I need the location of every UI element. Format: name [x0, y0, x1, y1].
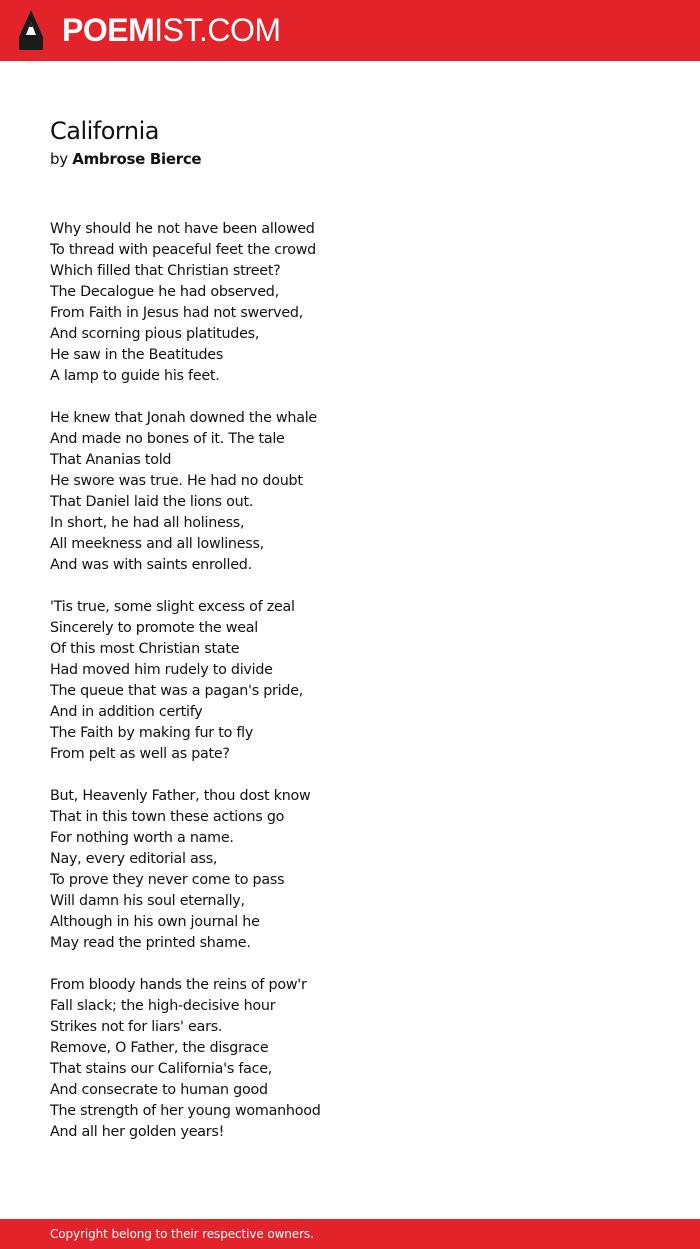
- poem-line: From bloody hands the reins of pow'r: [50, 977, 307, 993]
- poem-line: The strength of her young womanhood: [50, 1103, 321, 1119]
- poem-line: Nay, every editorial ass,: [50, 851, 218, 867]
- poem-line: Fall slack; the high-decisive hour: [50, 998, 276, 1014]
- poem-line: Remove, O Father, the disgrace: [50, 1040, 269, 1056]
- author-name: Ambrose Bierce: [72, 150, 202, 168]
- poem-line: And made no bones of it. The tale: [50, 431, 285, 447]
- logo-bold-text: POEM: [62, 12, 155, 48]
- poem-line: For nothing worth a name.: [50, 830, 234, 846]
- poem-line: Of this most Christian state: [50, 641, 240, 657]
- byline-prefix: by: [50, 150, 68, 168]
- poem-body: [50, 219, 550, 1164]
- poem-line: In short, he had all holiness,: [50, 515, 245, 531]
- poem-line: And in addition certify: [50, 704, 203, 720]
- site-logo[interactable]: [62, 10, 281, 50]
- poem-line: The Faith by making fur to fly: [50, 725, 254, 741]
- poem-line: To prove they never come to pass: [50, 872, 285, 888]
- poem-line: All meekness and all lowliness,: [50, 536, 264, 552]
- poem-line: Why should he not have been allowed: [50, 221, 315, 237]
- poem-stanza: [50, 408, 550, 576]
- poem-line: That Ananias told: [50, 452, 172, 468]
- poem-line: That stains our California's face,: [50, 1061, 273, 1077]
- poem-line: Which filled that Christian street?: [50, 263, 281, 279]
- pencil-icon[interactable]: [18, 9, 44, 55]
- poem-line: That Daniel laid the lions out.: [50, 494, 254, 510]
- site-header: [0, 0, 700, 61]
- poem-line: And was with saints enrolled.: [50, 557, 252, 573]
- poem-line: And scorning pious platitudes,: [50, 326, 260, 342]
- poem-line: May read the printed shame.: [50, 935, 251, 951]
- poem-line: Strikes not for liars' ears.: [50, 1019, 223, 1035]
- poem-title: California: [50, 117, 159, 145]
- poem-stanza: [50, 786, 550, 954]
- poem-line: 'Tis true, some slight excess of zeal: [50, 599, 295, 615]
- poem-line: But, Heavenly Father, thou dost know: [50, 788, 311, 804]
- poem-stanza: [50, 219, 550, 387]
- poem-line: He swore was true. He had no doubt: [50, 473, 303, 489]
- byline: [50, 148, 201, 170]
- logo-light-text: IST.COM: [154, 12, 281, 48]
- site-footer: [0, 1219, 700, 1249]
- poem-line: Will damn his soul eternally,: [50, 893, 245, 909]
- pencil-icon-graphic: [18, 9, 44, 51]
- poem-line: That in this town these actions go: [50, 809, 285, 825]
- poem-line: From Faith in Jesus had not swerved,: [50, 305, 304, 321]
- poem-line: Had moved him rudely to divide: [50, 662, 273, 678]
- poem-line: The Decalogue he had observed,: [50, 284, 279, 300]
- poem-line: He knew that Jonah downed the whale: [50, 410, 317, 426]
- poem-line: And all her golden years!: [50, 1124, 225, 1140]
- poem-line: To thread with peaceful feet the crowd: [50, 242, 317, 258]
- poem-line: He saw in the Beatitudes: [50, 347, 224, 363]
- poem-line: The queue that was a pagan's pride,: [50, 683, 304, 699]
- poem-line: And consecrate to human good: [50, 1082, 268, 1098]
- poem-line: A lamp to guide his feet.: [50, 368, 220, 384]
- poem-line: Sincerely to promote the weal: [50, 620, 258, 636]
- poem-line: Although in his own journal he: [50, 914, 260, 930]
- poem-stanza: [50, 975, 550, 1143]
- poem-line: From pelt as well as pate?: [50, 746, 230, 762]
- copyright-notice: Copyright belong to their respective owners.: [50, 1227, 314, 1241]
- poem-stanza: [50, 597, 550, 765]
